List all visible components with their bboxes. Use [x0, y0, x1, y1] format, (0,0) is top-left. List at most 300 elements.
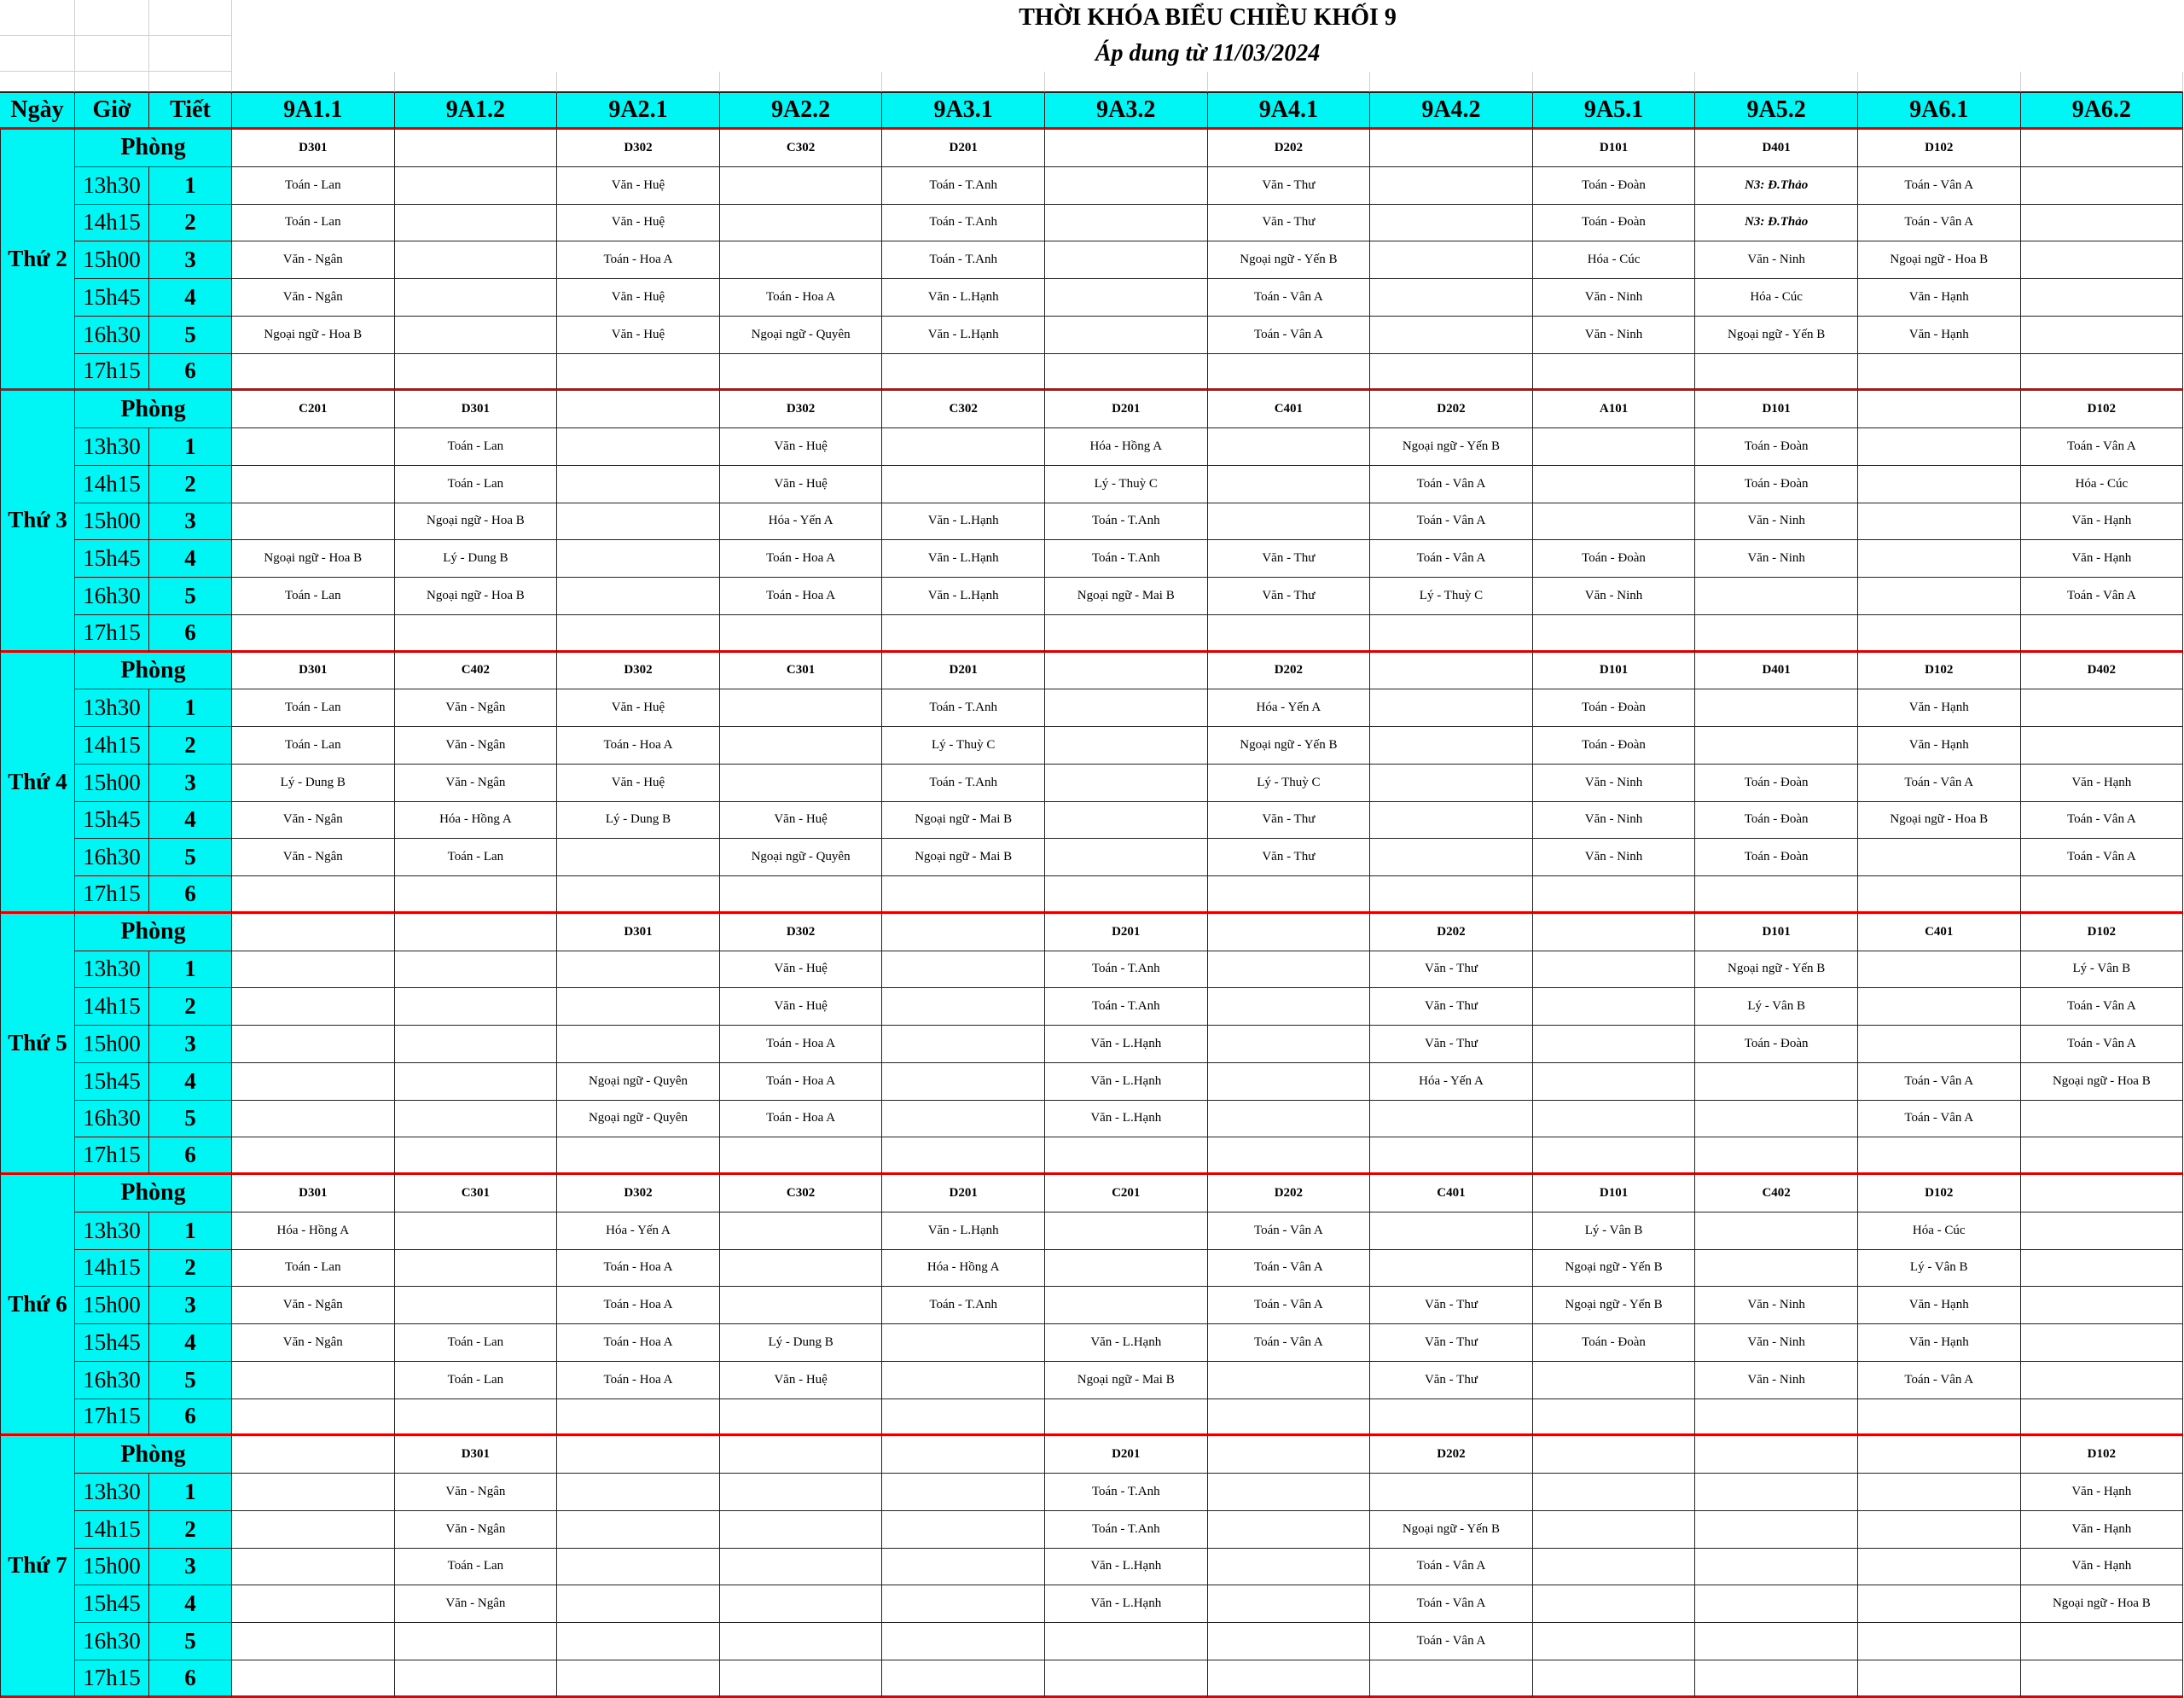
subject-cell: Văn - Ngân [395, 1511, 558, 1549]
subject-cell [1533, 1660, 1696, 1698]
room-cell: D102 [1858, 653, 2021, 690]
subject-cell: Ngoại ngữ - Mai B [1045, 1362, 1208, 1399]
subject-cell: Toán - Đoàn [1695, 765, 1858, 802]
period-number: 3 [149, 1549, 232, 1586]
time-cell: 14h15 [75, 988, 149, 1026]
subject-cell [1045, 1399, 1208, 1437]
subject-cell [557, 578, 720, 615]
subject-cell [1858, 1137, 2021, 1175]
subject-cell: Hóa - Hồng A [232, 1212, 395, 1250]
subject-cell [1045, 167, 1208, 205]
subject-cell [557, 988, 720, 1026]
room-cell [2021, 130, 2184, 167]
header-class: 9A1.2 [395, 92, 558, 130]
subject-cell: Toán - Lan [395, 1362, 558, 1399]
subject-cell [395, 615, 558, 653]
time-cell: 16h30 [75, 1101, 149, 1138]
subject-cell [720, 727, 883, 765]
subject-cell [882, 1511, 1045, 1549]
subject-cell [1370, 1250, 1533, 1288]
period-number: 6 [149, 1660, 232, 1698]
subject-cell: Văn - Ngân [395, 689, 558, 727]
subject-cell [1045, 1660, 1208, 1698]
room-cell: D202 [1370, 391, 1533, 428]
period-number: 6 [149, 354, 232, 392]
subject-cell [2021, 1101, 2184, 1138]
room-row-label: Phòng [75, 653, 232, 690]
subject-cell [1208, 1623, 1371, 1660]
room-cell [720, 1436, 883, 1474]
room-cell: D302 [557, 653, 720, 690]
subject-cell [720, 1549, 883, 1586]
period-number: 5 [149, 1362, 232, 1399]
subject-cell [2021, 876, 2184, 914]
subject-cell [232, 1585, 395, 1623]
subject-cell: Toán - T.Anh [882, 241, 1045, 279]
subject-cell: Văn - Hạnh [2021, 503, 2184, 541]
subject-cell: Lý - Vân B [1533, 1212, 1696, 1250]
subject-cell [882, 1623, 1045, 1660]
subject-cell [1858, 951, 2021, 989]
subject-cell: Toán - Lan [232, 578, 395, 615]
subject-cell: Toán - Hoa A [720, 279, 883, 317]
room-cell: D202 [1370, 914, 1533, 951]
subject-cell: Văn - Thư [1208, 578, 1371, 615]
subject-cell: Văn - L.Hạnh [882, 578, 1045, 615]
subject-cell [1695, 1250, 1858, 1288]
subject-cell [720, 1287, 883, 1324]
subject-cell: Ngoại ngữ - Yến B [1208, 727, 1371, 765]
subject-cell: Toán - Hoa A [720, 1026, 883, 1063]
time-cell: 15h45 [75, 802, 149, 840]
day-label: Thứ 2 [0, 130, 75, 391]
subject-cell: Hóa - Cúc [2021, 466, 2184, 503]
subject-cell [232, 1101, 395, 1138]
subject-cell: N3: Đ.Thảo [1695, 205, 1858, 242]
blank-cell [1858, 72, 2021, 92]
subject-cell [1695, 876, 1858, 914]
subject-cell [2021, 317, 2184, 354]
room-cell: C401 [1858, 914, 2021, 951]
subject-cell [557, 503, 720, 541]
period-number: 1 [149, 428, 232, 466]
subject-cell [395, 241, 558, 279]
subject-cell: Văn - Huệ [720, 1362, 883, 1399]
period-number: 1 [149, 1474, 232, 1511]
subject-cell: Toán - Vân A [1370, 540, 1533, 578]
subject-cell: Toán - Lan [232, 205, 395, 242]
room-cell: D301 [232, 130, 395, 167]
subject-cell: Văn - L.Hạnh [1045, 1026, 1208, 1063]
subject-cell: Ngoại ngữ - Mai B [882, 802, 1045, 840]
time-cell: 15h00 [75, 1026, 149, 1063]
blank-cell [557, 72, 720, 92]
subject-cell: Văn - Ninh [1533, 765, 1696, 802]
subject-cell [1533, 876, 1696, 914]
subject-cell [1858, 1549, 2021, 1586]
room-cell: D302 [720, 391, 883, 428]
subject-cell [882, 1137, 1045, 1175]
subject-cell: Toán - Lan [395, 466, 558, 503]
subject-cell: Văn - Ninh [1533, 578, 1696, 615]
subject-cell [1858, 1623, 2021, 1660]
subject-cell [720, 1137, 883, 1175]
subject-cell [2021, 689, 2184, 727]
subject-cell [232, 1549, 395, 1586]
time-cell: 15h00 [75, 765, 149, 802]
subject-cell [232, 354, 395, 392]
time-cell: 17h15 [75, 1660, 149, 1698]
period-number: 4 [149, 540, 232, 578]
subject-cell [557, 1399, 720, 1437]
time-cell: 16h30 [75, 1623, 149, 1660]
subject-cell: Toán - Hoa A [557, 1324, 720, 1362]
subject-cell [1045, 689, 1208, 727]
room-cell: D301 [395, 391, 558, 428]
period-number: 3 [149, 241, 232, 279]
subject-cell: Văn - Hạnh [1858, 727, 2021, 765]
subject-cell [557, 839, 720, 876]
subject-cell: Toán - T.Anh [1045, 540, 1208, 578]
room-cell: D102 [1858, 130, 2021, 167]
room-cell [882, 914, 1045, 951]
subject-cell: Toán - Lan [232, 1250, 395, 1288]
subject-cell: Ngoại ngữ - Hoa B [1858, 241, 2021, 279]
subject-cell [882, 951, 1045, 989]
subject-cell [1045, 802, 1208, 840]
subject-cell [1045, 1287, 1208, 1324]
subject-cell: Văn - Huệ [557, 317, 720, 354]
room-cell: D202 [1208, 653, 1371, 690]
subject-cell: Toán - Vân A [1208, 317, 1371, 354]
subject-cell [1533, 1362, 1696, 1399]
subject-cell: Lý - Dung B [232, 765, 395, 802]
subject-cell: Toán - T.Anh [1045, 988, 1208, 1026]
subject-cell: Văn - Thư [1208, 205, 1371, 242]
subject-cell [1208, 1660, 1371, 1698]
subject-cell [2021, 1287, 2184, 1324]
header-class: 9A1.1 [232, 92, 395, 130]
time-cell: 15h45 [75, 279, 149, 317]
subject-cell [1208, 1549, 1371, 1586]
subject-cell: Toán - Lan [232, 727, 395, 765]
subject-cell [1208, 503, 1371, 541]
room-cell [1533, 914, 1696, 951]
subject-cell: Văn - Ngân [232, 839, 395, 876]
subject-cell: Ngoại ngữ - Hoa B [232, 317, 395, 354]
room-cell: D301 [395, 1436, 558, 1474]
subject-cell [2021, 279, 2184, 317]
subject-cell [2021, 354, 2184, 392]
time-cell: 17h15 [75, 876, 149, 914]
blank-cell [395, 72, 558, 92]
period-number: 3 [149, 1287, 232, 1324]
subject-cell: Hóa - Hồng A [1045, 428, 1208, 466]
period-number: 5 [149, 317, 232, 354]
time-cell: 16h30 [75, 839, 149, 876]
subject-cell: Văn - Ngân [232, 1287, 395, 1324]
subject-cell: Toán - T.Anh [1045, 951, 1208, 989]
subject-cell [557, 1511, 720, 1549]
subject-cell: Toán - Vân A [1858, 1063, 2021, 1101]
room-cell [1370, 653, 1533, 690]
subject-cell [1858, 354, 2021, 392]
period-number: 5 [149, 1101, 232, 1138]
blank-cell [2021, 72, 2184, 92]
subject-cell [1208, 466, 1371, 503]
room-cell [1045, 653, 1208, 690]
subject-cell [1208, 1362, 1371, 1399]
subject-cell [1858, 540, 2021, 578]
subject-cell [395, 167, 558, 205]
subject-cell: Hóa - Yến A [557, 1212, 720, 1250]
period-number: 4 [149, 1324, 232, 1362]
subject-cell [720, 1660, 883, 1698]
subject-cell: Toán - T.Anh [1045, 503, 1208, 541]
subject-cell [1858, 578, 2021, 615]
period-number: 6 [149, 1137, 232, 1175]
room-cell: C402 [1695, 1175, 1858, 1212]
room-cell: D402 [2021, 653, 2184, 690]
subject-cell [1370, 317, 1533, 354]
subject-cell: Văn - Thư [1208, 839, 1371, 876]
subject-cell: Văn - Ngân [395, 1585, 558, 1623]
subject-cell [1858, 988, 2021, 1026]
subject-cell [395, 951, 558, 989]
subject-cell: Ngoại ngữ - Hoa B [232, 540, 395, 578]
time-cell: 16h30 [75, 578, 149, 615]
subject-cell [1208, 1101, 1371, 1138]
subject-cell: Toán - Vân A [1370, 466, 1533, 503]
subject-cell [1370, 354, 1533, 392]
subject-cell [882, 1026, 1045, 1063]
room-cell: C401 [1208, 391, 1371, 428]
page-subtitle: Áp dung từ 11/03/2024 [1095, 40, 1321, 67]
subject-cell [1533, 428, 1696, 466]
blank-cell [1533, 72, 1696, 92]
subject-cell: Toán - Vân A [1370, 1585, 1533, 1623]
subject-cell: Toán - T.Anh [882, 205, 1045, 242]
subject-cell: Văn - Ngân [232, 802, 395, 840]
subject-cell [882, 1660, 1045, 1698]
subject-cell [720, 765, 883, 802]
subject-cell: Toán - Hoa A [557, 1362, 720, 1399]
subject-cell [1370, 802, 1533, 840]
subject-cell [882, 615, 1045, 653]
subject-cell [1695, 1212, 1858, 1250]
room-cell: C301 [720, 653, 883, 690]
subject-cell: Văn - Huệ [720, 988, 883, 1026]
subject-cell [2021, 1324, 2184, 1362]
subject-cell: Toán - Vân A [1858, 205, 2021, 242]
subject-cell [557, 354, 720, 392]
subject-cell [232, 988, 395, 1026]
day-label: Thứ 3 [0, 391, 75, 652]
subject-cell [720, 241, 883, 279]
subject-cell [882, 1101, 1045, 1138]
subject-cell: Văn - Thư [1370, 988, 1533, 1026]
room-cell: C402 [395, 653, 558, 690]
subject-cell: Ngoại ngữ - Hoa B [395, 503, 558, 541]
room-cell: D401 [1695, 130, 1858, 167]
subject-cell [395, 1287, 558, 1324]
period-number: 5 [149, 1623, 232, 1660]
subject-cell [1045, 241, 1208, 279]
subject-cell: Toán - Vân A [1208, 1287, 1371, 1324]
subject-cell: Văn - Ninh [1695, 1362, 1858, 1399]
subject-cell: Toán - Vân A [1858, 765, 2021, 802]
room-cell: D202 [1370, 1436, 1533, 1474]
room-cell: D101 [1533, 1175, 1696, 1212]
room-cell: D301 [232, 653, 395, 690]
subject-cell: Văn - Ngân [395, 1474, 558, 1511]
subject-cell [720, 615, 883, 653]
room-cell [395, 130, 558, 167]
subject-cell: Lý - Vân B [2021, 951, 2184, 989]
subject-cell: Văn - Huệ [720, 428, 883, 466]
room-cell [1858, 391, 2021, 428]
subject-cell [1370, 1101, 1533, 1138]
room-cell: D401 [1695, 653, 1858, 690]
period-number: 2 [149, 988, 232, 1026]
subject-cell: Toán - Hoa A [720, 1063, 883, 1101]
blank-cell [149, 72, 232, 92]
subject-cell [1695, 578, 1858, 615]
time-cell: 13h30 [75, 1212, 149, 1250]
room-cell: D301 [232, 1175, 395, 1212]
subject-cell: Ngoại ngữ - Yến B [1208, 241, 1371, 279]
subject-cell [2021, 1399, 2184, 1437]
subject-cell [1208, 1511, 1371, 1549]
subject-cell: Văn - L.Hạnh [1045, 1101, 1208, 1138]
day-label: Thứ 4 [0, 653, 75, 914]
subject-cell [1370, 1660, 1533, 1698]
blank-cell [232, 72, 395, 92]
subject-cell [1533, 1474, 1696, 1511]
room-row-label: Phòng [75, 1436, 232, 1474]
subject-cell [1695, 1399, 1858, 1437]
subject-cell [1045, 205, 1208, 242]
subject-cell [1858, 1511, 2021, 1549]
subject-cell: Toán - Lan [232, 689, 395, 727]
subject-cell: Lý - Thuỳ C [1370, 578, 1533, 615]
subject-cell [1370, 1212, 1533, 1250]
subject-cell: Toán - Đoàn [1695, 428, 1858, 466]
time-cell: 14h15 [75, 466, 149, 503]
subject-cell [232, 503, 395, 541]
period-number: 2 [149, 727, 232, 765]
subject-cell [1208, 1137, 1371, 1175]
subject-cell [2021, 1212, 2184, 1250]
header-tiet: Tiết [149, 92, 232, 130]
subject-cell [1695, 1623, 1858, 1660]
subject-cell [557, 615, 720, 653]
subject-cell: Toán - T.Anh [882, 167, 1045, 205]
subject-cell [1045, 727, 1208, 765]
time-cell: 15h45 [75, 1585, 149, 1623]
subject-cell: Hóa - Cúc [1695, 279, 1858, 317]
period-number: 1 [149, 951, 232, 989]
room-cell: C302 [882, 391, 1045, 428]
blank-cell [1370, 72, 1533, 92]
subject-cell: Toán - Hoa A [557, 1250, 720, 1288]
subject-cell: Toán - Đoàn [1533, 540, 1696, 578]
subject-cell: Lý - Thuỳ C [1208, 765, 1371, 802]
period-number: 3 [149, 765, 232, 802]
subject-cell [1695, 615, 1858, 653]
subject-cell [395, 876, 558, 914]
room-row-label: Phòng [75, 130, 232, 167]
subject-cell: Toán - Vân A [1208, 1324, 1371, 1362]
subject-cell: Văn - Huệ [720, 951, 883, 989]
subject-cell [1370, 689, 1533, 727]
subject-cell: Ngoại ngữ - Yến B [1370, 428, 1533, 466]
subject-cell: Ngoại ngữ - Yến B [1533, 1287, 1696, 1324]
subject-cell: Văn - Ninh [1695, 1287, 1858, 1324]
subject-cell: Hóa - Yến A [1208, 689, 1371, 727]
subject-cell: Văn - Ninh [1695, 540, 1858, 578]
subject-cell [1533, 1399, 1696, 1437]
subject-cell [557, 1549, 720, 1586]
subject-cell [1533, 1026, 1696, 1063]
subject-cell [1370, 765, 1533, 802]
subject-cell: Văn - L.Hạnh [882, 503, 1045, 541]
room-cell [1045, 130, 1208, 167]
subject-cell [2021, 727, 2184, 765]
subject-cell: Toán - Vân A [2021, 578, 2184, 615]
subject-cell [1695, 1137, 1858, 1175]
time-cell: 14h15 [75, 205, 149, 242]
subject-cell [1370, 279, 1533, 317]
subject-cell [2021, 1362, 2184, 1399]
subject-cell [1045, 1137, 1208, 1175]
subject-cell [1370, 876, 1533, 914]
subject-cell [720, 1585, 883, 1623]
subject-cell: N3: Đ.Thảo [1695, 167, 1858, 205]
subject-cell: Ngoại ngữ - Yến B [1695, 317, 1858, 354]
subject-cell [1045, 1212, 1208, 1250]
subject-cell: Toán - Hoa A [557, 1287, 720, 1324]
period-number: 5 [149, 578, 232, 615]
room-row-label: Phòng [75, 914, 232, 951]
room-cell: A101 [1533, 391, 1696, 428]
time-cell: 15h45 [75, 1324, 149, 1362]
subject-cell: Toán - T.Anh [882, 1287, 1045, 1324]
subject-cell: Toán - Vân A [2021, 802, 2184, 840]
subject-cell: Văn - L.Hạnh [882, 317, 1045, 354]
subject-cell [2021, 1660, 2184, 1698]
room-cell: D102 [2021, 914, 2184, 951]
room-cell: D301 [557, 914, 720, 951]
subject-cell: Hóa - Yến A [1370, 1063, 1533, 1101]
subject-cell: Toán - Vân A [1370, 503, 1533, 541]
subject-cell: Ngoại ngữ - Hoa B [395, 578, 558, 615]
subject-cell [1858, 615, 2021, 653]
subject-cell [232, 1063, 395, 1101]
time-cell: 15h00 [75, 241, 149, 279]
header-ngay: Ngày [0, 92, 75, 130]
subject-cell: Văn - Hạnh [2021, 1474, 2184, 1511]
time-cell: 14h15 [75, 1511, 149, 1549]
subject-cell [395, 279, 558, 317]
subject-cell [1858, 503, 2021, 541]
subject-cell [232, 1511, 395, 1549]
header-class: 9A6.1 [1858, 92, 2021, 130]
header-class: 9A5.1 [1533, 92, 1696, 130]
subject-cell: Toán - Hoa A [557, 241, 720, 279]
room-cell: D202 [1208, 1175, 1371, 1212]
room-cell: D102 [1858, 1175, 2021, 1212]
